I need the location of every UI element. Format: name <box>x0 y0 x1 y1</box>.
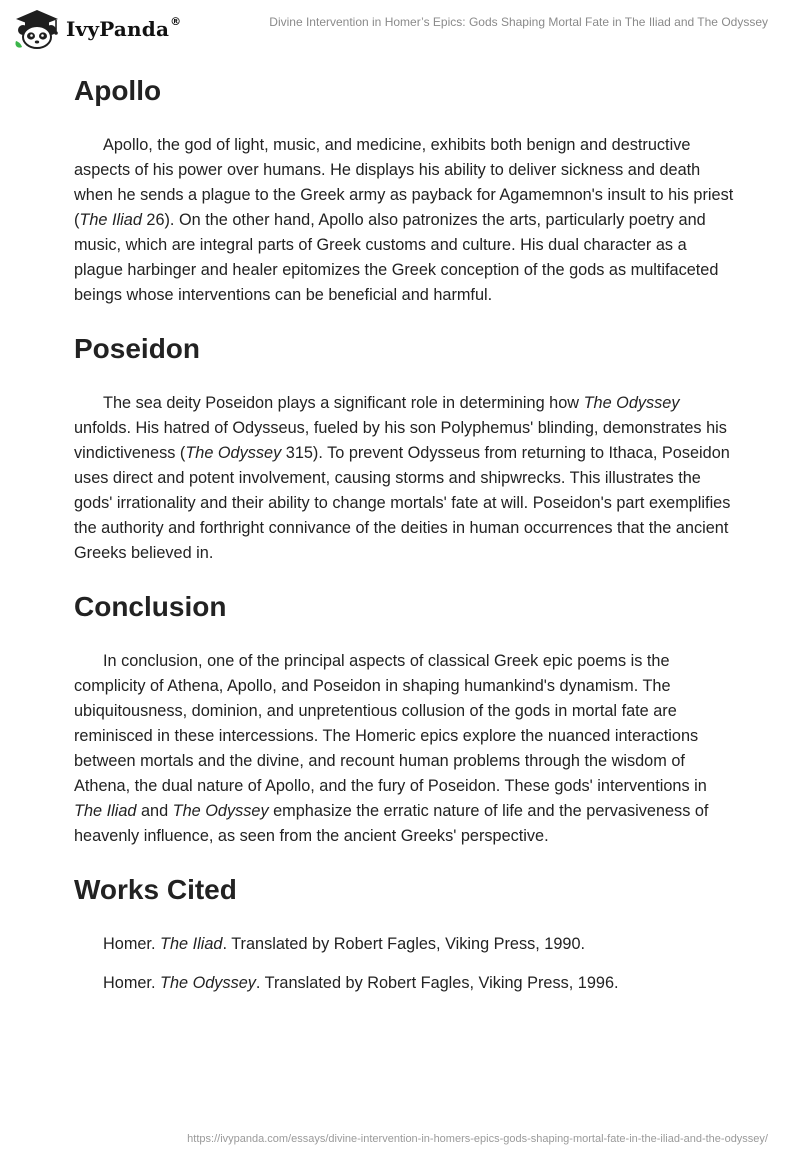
section-heading: Works Cited <box>74 874 237 905</box>
source-url[interactable]: https://ivypanda.com/essays/divine-intervention-in-homers-epics-gods-shaping-mortal-fate-in-the-iliad-and-the-odyssey/ <box>187 1133 768 1145</box>
section-heading: Conclusion <box>74 591 227 622</box>
paragraph: Apollo, the god of light, music, and medicine, exhibits both benign and destructive aspects of his power over humans. He displays his ability to deliver sickness and death when he sends a plague to the Greek army as payback for Agamemnon's insult to his priest (The Iliad 26). On the other hand, Apollo also patronizes the arts, particularly poetry and music, which are integral parts of Greek customs and culture. His dual character as a plague harbinger and healer epitomizes the Greek conception of the gods as multifaceted beings whose interventions can be beneficial and harmful. <box>74 136 734 304</box>
paragraph: In conclusion, one of the principal aspects of classical Greek epic poems is the complicity of Athena, Apollo, and Poseidon in shaping humankind's dynamism. The ubiquitousness, dominion, and unpretentious collusion of the gods in mortal fate are reminisced in these intercessions. The Homeric epics explore the nuanced interactions between mortals and the divine, and recount human problems through the wisdom of Athena, the dual nature of Apollo, and the fury of Poseidon. These gods' interventions in The Iliad and The Odyssey emphasize the erratic nature of life and the pervasiveness of heavenly influence, as seen from the ancient Greeks' perspective. <box>74 652 709 845</box>
section-heading: Apollo <box>74 75 162 106</box>
section-apollo <box>74 72 734 308</box>
citation-list <box>74 932 734 996</box>
panda-graduate-icon <box>12 8 62 50</box>
citation-entry: Homer. The Odyssey. Translated by Robert Fagles, Viking Press, 1996. <box>103 974 619 992</box>
document-title: Divine Intervention in Homer’s Epics: Gods Shaping Mortal Fate in The Iliad and The Odyssey <box>269 15 768 29</box>
ivypanda-logo[interactable] <box>12 8 181 50</box>
page-header <box>0 0 800 60</box>
section-works-cited <box>74 871 734 996</box>
citation-entry: Homer. The Iliad. Translated by Robert Fagles, Viking Press, 1990. <box>103 935 586 953</box>
section-heading: Poseidon <box>74 333 201 364</box>
section-poseidon <box>74 330 734 566</box>
logo-wordmark: IvyPanda® <box>66 15 182 41</box>
section-conclusion <box>74 588 734 849</box>
essay-content <box>74 72 734 996</box>
paragraph: The sea deity Poseidon plays a significant role in determining how The Odyssey unfolds. His hatred of Odysseus, fueled by his son Polyphemus' blinding, demonstrates his vindictiveness (The Odyssey 315). To prevent Odysseus from returning to Ithaca, Poseidon uses direct and potent involvement, causing storms and shipwrecks. This illustrates the gods' irrationality and their ability to change mortals' fate at will. Poseidon's part exemplifies the authority and forthright connivance of the deities in human occurrences that the ancient Greeks believed in. <box>74 394 731 562</box>
